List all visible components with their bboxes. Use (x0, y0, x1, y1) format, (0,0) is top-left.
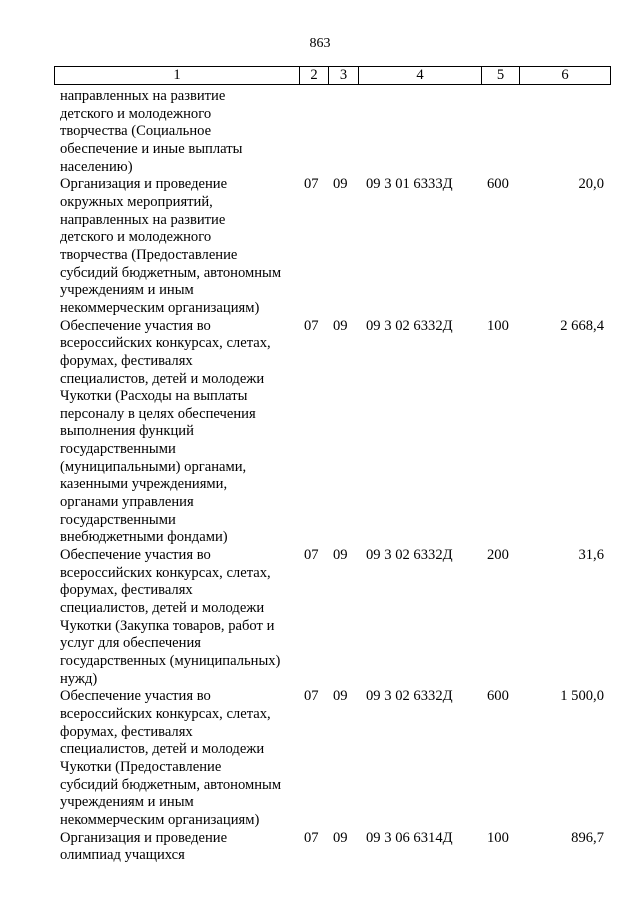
header-col-4: 4 (359, 67, 482, 85)
row-expense-type: 600 (487, 688, 509, 705)
row-description: Обеспечение участия во всероссийских конкурсах, слетах, форумах, фестивалях специалистов, детей и молодежи Чукотки (Закупка товаров, работ и услуг для обеспечения государственных (муниципальных) нужд) (60, 547, 281, 687)
row-description: направленных на развитие детского и молодежного творчества (Социальное обеспечение и иные выплаты населению) (60, 88, 243, 175)
row-description: Организация и проведение олимпиад учащихся (60, 829, 228, 864)
table-row (54, 830, 610, 865)
row-expense-type: 600 (487, 176, 509, 193)
header-col-2: 2 (300, 67, 329, 85)
header-col-5: 5 (482, 67, 520, 85)
row-section: 07 (304, 829, 319, 846)
page-number: 863 (309, 36, 331, 51)
row-target-code: 09 3 01 6333Д (366, 176, 453, 193)
row-amount: 20,0 (578, 176, 604, 193)
table-row (54, 688, 610, 829)
table-row (54, 547, 610, 688)
table-body (54, 88, 610, 865)
table-header (54, 66, 611, 85)
row-amount: 896,7 (571, 829, 604, 846)
row-description: Обеспечение участия во всероссийских конкурсах, слетах, форумах, фестивалях специалистов, детей и молодежи Чукотки (Расходы на выплаты персоналу в целях обеспечения выполнения функций государственными (муниципальными) органами, казенными учреждениями, органами управления государственными внебюджетными фондами) (60, 317, 271, 546)
row-expense-type: 200 (487, 547, 509, 564)
table-row (54, 318, 610, 548)
row-expense-type: 100 (487, 829, 509, 846)
row-description: Организация и проведение окружных мероприятий, направленных на развитие детского и молодежного творчества (Предоставление субсидий бюджетным, автономным учреждениям и иным некоммерческим организациям) (60, 176, 282, 316)
row-target-code: 09 3 02 6332Д (366, 688, 453, 705)
header-col-3: 3 (329, 67, 359, 85)
row-expense-type: 100 (487, 317, 509, 334)
row-subsection: 09 (333, 547, 348, 564)
row-section: 07 (304, 547, 319, 564)
row-target-code: 09 3 02 6332Д (366, 317, 453, 334)
row-section: 07 (304, 688, 319, 705)
row-subsection: 09 (333, 317, 348, 334)
table-row (54, 88, 610, 176)
row-section: 07 (304, 317, 319, 334)
header-col-1: 1 (55, 67, 300, 85)
row-subsection: 09 (333, 829, 348, 846)
row-amount: 1 500,0 (560, 688, 604, 705)
row-amount: 2 668,4 (560, 317, 604, 334)
row-subsection: 09 (333, 688, 348, 705)
row-subsection: 09 (333, 176, 348, 193)
row-target-code: 09 3 02 6332Д (366, 547, 453, 564)
header-col-6: 6 (520, 67, 611, 85)
table-row (54, 176, 610, 317)
row-target-code: 09 3 06 6314Д (366, 829, 453, 846)
row-description: Обеспечение участия во всероссийских конкурсах, слетах, форумах, фестивалях специалистов, детей и молодежи Чукотки (Предоставление субсидий бюджетным, автономным учреждениям и иным некоммерческим организациям) (60, 688, 282, 828)
row-amount: 31,6 (578, 547, 604, 564)
row-section: 07 (304, 176, 319, 193)
